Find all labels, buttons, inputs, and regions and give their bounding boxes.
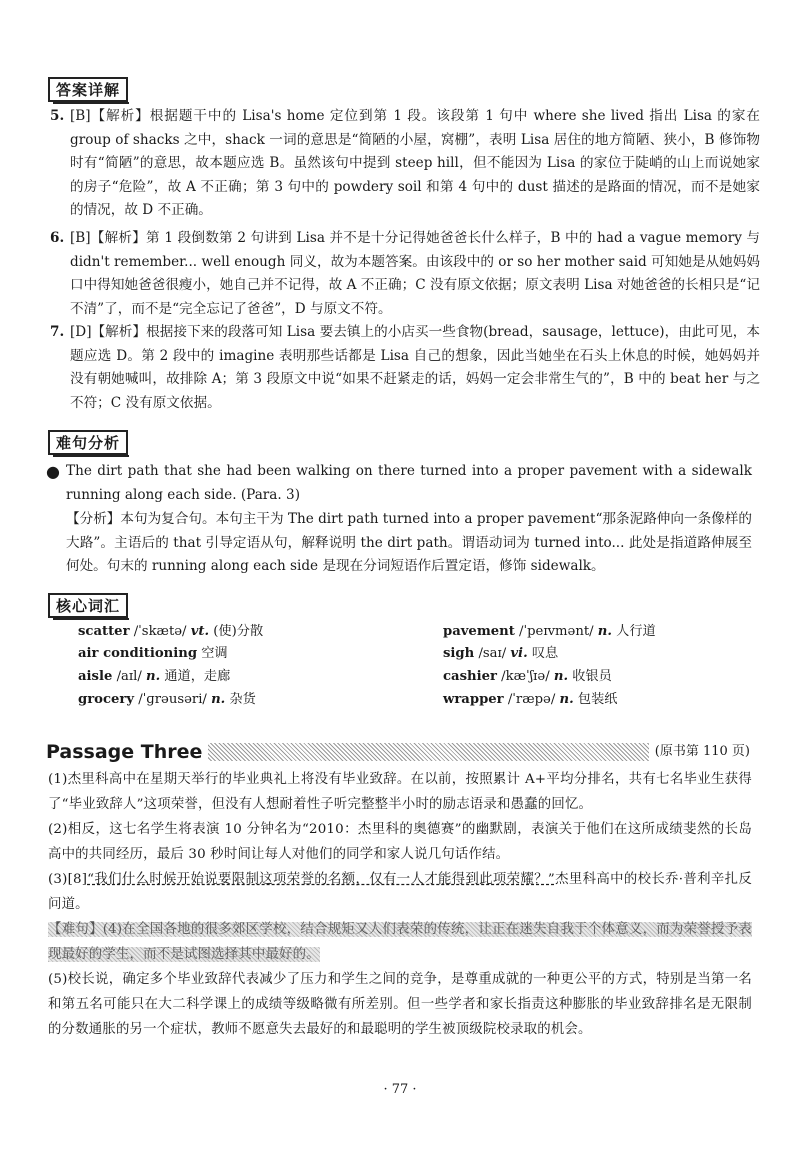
answer-text: [B]【解析】根据题干中的 Lisa's home 定位到第 1 段。该段第 1 句中 where she lived 指出 Lisa 的家在 group of shacks 之中，shack 一词的意思是“简陋的小屋，窝棚”，表明 Lisa 居住的地方简陋、狭小，B 修饰物时有“简陋”的意思，故本题应选 B。虽然该句中提到 steep hill，但不能因为 Lisa 的家位于陡峭的山上而说她家的房子“危险”，故 A 不正确；第 3 句中的 powdery soil 和第 4 句中的 dust 描述的是路面的情况，而不是她家的情况，故 D 不正确。 — [70, 108, 760, 219]
bullet-icon: ● — [46, 462, 60, 481]
answer-item-5 — [50, 105, 760, 219]
passage-paragraph-1: (1)杰里科高中在星期天举行的毕业典礼上将没有毕业致辞。在以前，按照累计 A+平均分排名，共有七名毕业生获得了“毕业致辞人”这项荣誉，但没有人想耐着性子听完整整半小时的励志语录和愚蠢的回忆。 — [48, 772, 752, 812]
passage-header — [46, 740, 752, 764]
paragraph-label: (3)[8] — [48, 872, 88, 887]
answer-text: [D]【解析】根据接下来的段落可知 Lisa 要去镇上的小店买一些食物(bread，sausage，lettuce)，由此可见，本题应选 D。第 2 段中的 imagine 表明那些话都是 Lisa 自己的想象，因此当她坐在石头上休息的时候，她妈妈并没有朝她喊叫，故排除 A；第 3 段原文中说“如果不赶紧走的话，妈妈一定会非常生气的”，B 中的 beat her 与之不符；C 没有原文依据。 — [70, 324, 760, 411]
paragraph-rest: 杰里科高中的校长乔·普利辛扎反问道。 — [48, 872, 752, 912]
vocab-entry-air-conditioning: air conditioning 空调 — [78, 646, 228, 661]
passage-title: Passage Three — [46, 740, 208, 764]
passage-paragraph-4 — [48, 917, 752, 967]
answer-item-6 — [50, 227, 760, 317]
underlined-quote: “我们什么时候开始说要限制这项荣誉的名额，仅有一人才能得到此项荣耀？” — [87, 872, 555, 887]
difficult-sentence-heading: 难句分析 — [48, 430, 128, 455]
passage-paragraph-5: (5)校长说，确定多个毕业致辞代表减少了压力和学生之间的竞争，是尊重成就的一种更公平的方式，特别是当第一名和第五名可能只在大二科学课上的成绩等级略微有所差别。但一些学者和家长指责这种膨胀的毕业致辞排名是无限制的分数通胀的另一个症状，教师不愿意失去最好的和最聪明的学生被顶级院校录取的机会。 — [48, 972, 752, 1037]
difficult-sentence-text: The dirt path that she had been walking on there turned into a proper pavement with a sidewalk running along each side. (Para. 3) — [66, 463, 752, 503]
answer-number: 6. — [50, 230, 65, 246]
vocab-entry-scatter: scatter /ˈskætə/ vt. (使)分散 — [78, 624, 264, 639]
answers-section-heading: 答案详解 — [48, 77, 128, 102]
passage-paragraph-3 — [48, 867, 752, 917]
answer-text: [B]【解析】第 1 段倒数第 2 句讲到 Lisa 并不是十分记得她爸爸长什么样子，B 中的 had a vague memory 与 didn't remember... well enough 同义，故为本题答案。由该段中的 or so her mother said 可知她是从她妈妈口中得知她爸爸很瘦小，她自己并不记得，故 A 不正确；C 没有原文依据；原文表明 Lisa 对她爸爸的长相只是“记不清”了，而不是“完全忘记了爸爸”，D 与原文不符。 — [70, 230, 760, 317]
passage-page-reference: (原书第 110 页) — [649, 740, 752, 764]
vocab-entry-sigh: sigh /saɪ/ vi. 叹息 — [443, 646, 559, 661]
vocab-entry-cashier: cashier /kæˈʃɪə/ n. 收银员 — [443, 669, 612, 684]
answer-number: 5. — [50, 108, 65, 124]
difficult-sentence-analysis: 【分析】本句为复合句。本句主干为 The dirt path turned into a proper pavement“那条泥路伸向一条像样的大路”。主语后的 that 引导定语从句，解释说明 the dirt path。谓语动词为 turned into... 此处是指道路伸展至何处。句末的 running along each side 是现在分词短语作后置定语，修饰 sidewalk。 — [66, 511, 752, 575]
page-number: · 77 · — [383, 1082, 417, 1097]
vocab-entry-grocery: grocery /ˈɡrəusəri/ n. 杂货 — [78, 692, 256, 707]
vocab-entry-pavement: pavement /ˈpeɪvmənt/ n. 人行道 — [443, 624, 656, 639]
answer-item-7 — [50, 321, 760, 411]
answer-number: 7. — [50, 324, 65, 340]
vocab-entry-aisle: aisle /aɪl/ n. 通道，走廊 — [78, 669, 231, 684]
vocab-entry-wrapper: wrapper /ˈræpə/ n. 包装纸 — [443, 692, 618, 707]
shaded-difficult-sentence: 【难句】(4)在全国各地的很多郊区学校，结合规矩又人们表荣的传统，让正在迷失自我于个体意义，而为荣誉授予表现最好的学生，而不是试图选择其中最好的。 — [48, 922, 752, 962]
passage-paragraph-2: (2)相反，这七名学生将表演 10 分钟名为“2010：杰里科的奥德赛”的幽默剧，表演关于他们在这所成绩斐然的长岛高中的共同经历，最后 30 秒时间让每人对他们的同学和家人说几句话作结。 — [48, 822, 752, 862]
vocab-section-heading: 核心词汇 — [48, 593, 128, 618]
